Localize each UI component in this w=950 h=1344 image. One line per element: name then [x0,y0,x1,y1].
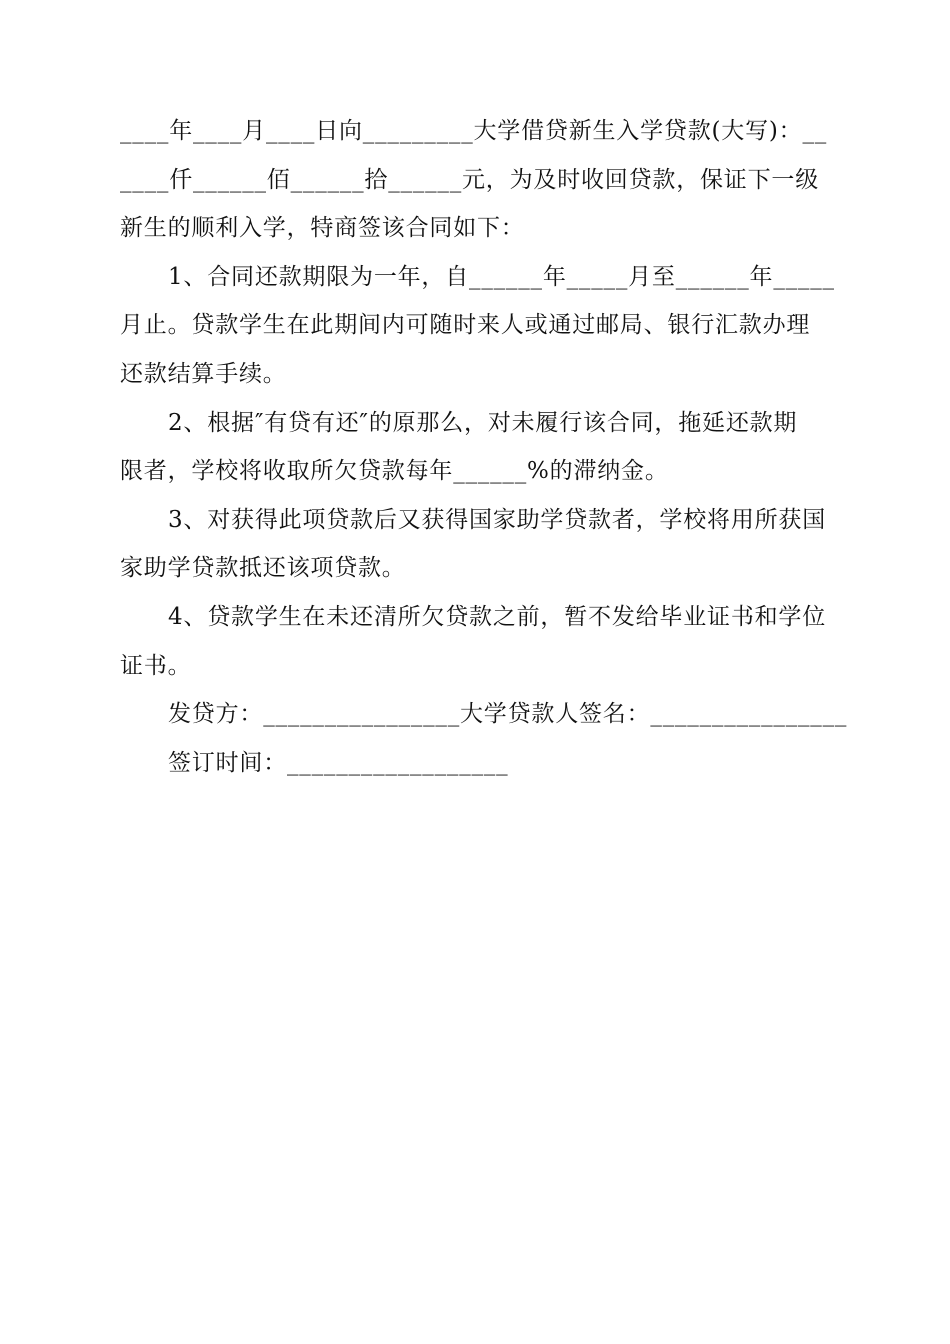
clause-2-line-1: 2、根据″有贷有还″的原那么，对未履行该合同，拖延还款期 [168,409,798,436]
intro-line-3: 新生的顺利入学，特商签该合同如下： [120,215,525,242]
clause-1-line-1: 1、合同还款期限为一年，自______年_____月至______年_____ [168,263,835,290]
clause-3-line-2: 家助学贷款抵还该项贷款。 [120,555,406,582]
clause-1-line-2: 月止。贷款学生在此期间内可随时来人或通过邮局、银行汇款办理 [120,312,811,339]
clause-3-line-1: 3、对获得此项贷款后又获得国家助学贷款者，学校将用所获国 [168,506,827,533]
intro-line-2: ____仟______佰______拾______元，为及时收回贷款，保证下一级 [120,166,819,193]
contract-body [120,107,848,787]
clause-1-line-3: 还款结算手续。 [120,360,287,387]
clause-4-line-2: 证书。 [120,652,192,679]
clause-4-line-1: 4、贷款学生在未还清所欠贷款之前，暂不发给毕业证书和学位 [168,603,827,630]
signature-line: 发贷方：________________大学贷款人签名：________________ [168,701,848,728]
signing-date-line: 签订时间：__________________ [168,749,509,776]
clause-2-line-2: 限者，学校将收取所欠贷款每年______%的滞纳金。 [120,458,669,485]
intro-line-1: ____年____月____日向_________大学借贷新生入学贷款(大写)：__ [120,118,828,144]
